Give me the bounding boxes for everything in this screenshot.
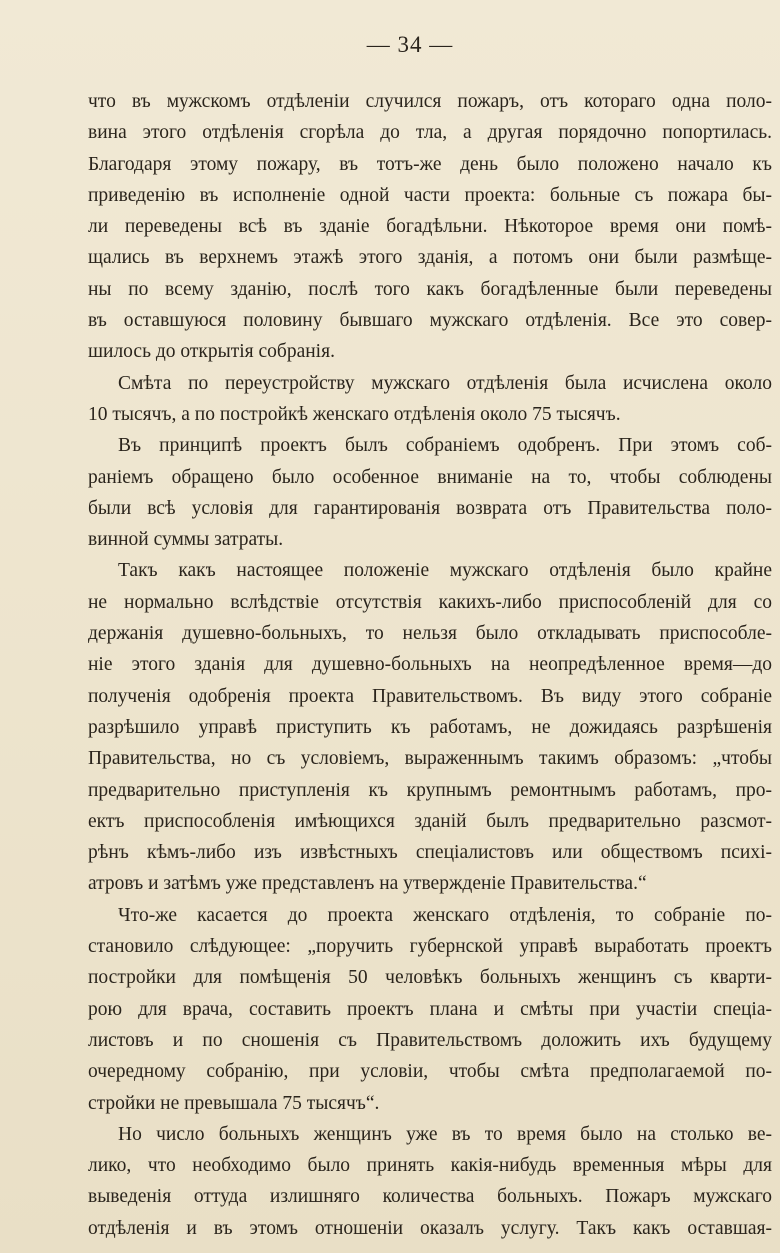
paragraph (88, 555, 772, 899)
text-line: постройки для помѣщенія 50 человѣкъ больныхъ женщинъ съ кварти- (88, 967, 772, 989)
text-line: винной суммы затраты. (88, 529, 284, 551)
paragraph (88, 86, 772, 368)
text-line: Смѣта по переустройству мужскаго отдѣленія была исчислена около (118, 372, 772, 394)
text-line: предварительно приступленія къ крупнымъ ремонтнымъ работамъ, про- (88, 779, 772, 801)
text-line: въ оставшуюся половину бывшаго мужскаго отдѣленія. Все это совер- (88, 310, 772, 332)
body-text (88, 86, 772, 1244)
text-line: приведенію въ исполненіе одной части проекта: больные съ пожара бы- (88, 184, 772, 206)
text-line: были всѣ условія для гарантированія возврата отъ Правительства поло- (88, 497, 772, 519)
text-line: Что-же касается до проекта женскаго отдѣленія, то собраніе по- (118, 904, 772, 926)
text-line: 10 тысячъ, а по постройкѣ женскаго отдѣленія около 75 тысячъ. (88, 403, 621, 425)
paragraph (88, 900, 772, 1119)
text-line: Правительства, но съ условіемъ, выраженнымъ такимъ образомъ: „чтобы (88, 748, 772, 770)
text-line: что въ мужскомъ отдѣленіи случился пожаръ, отъ котораго одна поло- (88, 91, 772, 112)
text-line: ектъ приспособленія имѣющихся зданій былъ предварительно разсмот- (88, 810, 772, 832)
text-line: ніе этого зданія для душевно-больныхъ на неопредѣленное время—до (88, 654, 772, 676)
text-line: отдѣленія и въ этомъ отношеніи оказалъ услугу. Такъ какъ оставшая- (88, 1217, 772, 1239)
text-line: Такъ какъ настоящее положеніе мужскаго отдѣленія было крайне (118, 560, 772, 582)
text-line: становило слѣдующее: „поручить губернской управѣ выработать проектъ (88, 936, 772, 958)
text-line: раніемъ обращено было особенное вниманіе на то, чтобы соблюдены (88, 466, 772, 488)
text-line: щались въ верхнемъ этажѣ этого зданія, а потомъ они были размѣще- (88, 247, 772, 269)
text-line: разрѣшило управѣ приступить къ работамъ, не дожидаясь разрѣшенія (88, 716, 772, 738)
paragraph (88, 368, 772, 431)
text-line: стройки не превышала 75 тысячъ“. (88, 1092, 380, 1114)
text-line: Но число больныхъ женщинъ уже въ то время было на столько ве- (118, 1123, 772, 1145)
text-line: вина этого отдѣленія сгорѣла до тла, а другая порядочно попортилась. (88, 122, 772, 144)
paragraph (88, 1119, 772, 1244)
text-line: ли переведены всѣ въ зданіе богадѣльни. Нѣкоторое время они помѣ- (88, 216, 772, 238)
text-line: атровъ и затѣмъ уже представленъ на утвержденіе Правительства.“ (88, 873, 647, 895)
text-line: полученія одобренія проекта Правительствомъ. Въ виду этого собраніе (88, 685, 772, 707)
text-line: Благодаря этому пожару, въ тотъ-же день было положено начало къ (88, 153, 772, 175)
text-line: держанія душевно-больныхъ, то нельзя было откладывать приспособле- (88, 623, 772, 645)
text-line: шилось до открытія собранія. (88, 341, 335, 363)
text-line: лико, что необходимо было принять какія-нибудь временныя мѣры для (88, 1155, 772, 1177)
text-line: рѣнъ кѣмъ-либо изъ извѣстныхъ спеціалистовъ или обществомъ психі- (88, 842, 772, 864)
paragraph (88, 430, 772, 555)
text-line: рою для врача, составить проектъ плана и смѣты при участіи спеціа- (88, 998, 772, 1020)
text-line: очередному собранію, при условіи, чтобы смѣта предполагаемой по- (88, 1061, 772, 1083)
text-line: выведенія оттуда излишняго количества больныхъ. Пожаръ мужскаго (88, 1186, 772, 1208)
page-number: — 34 — (366, 32, 454, 57)
text-line: Въ принципѣ проектъ былъ собраніемъ одобренъ. При этомъ соб- (118, 435, 772, 457)
text-line: не нормально вслѣдствіе отсутствія какихъ-либо приспособленій для со (88, 591, 772, 613)
text-line: листовъ и по сношенія съ Правительствомъ доложить ихъ будущему (88, 1029, 772, 1051)
text-line: ны по всему зданію, послѣ того какъ богадѣленные были переведены (88, 278, 772, 300)
